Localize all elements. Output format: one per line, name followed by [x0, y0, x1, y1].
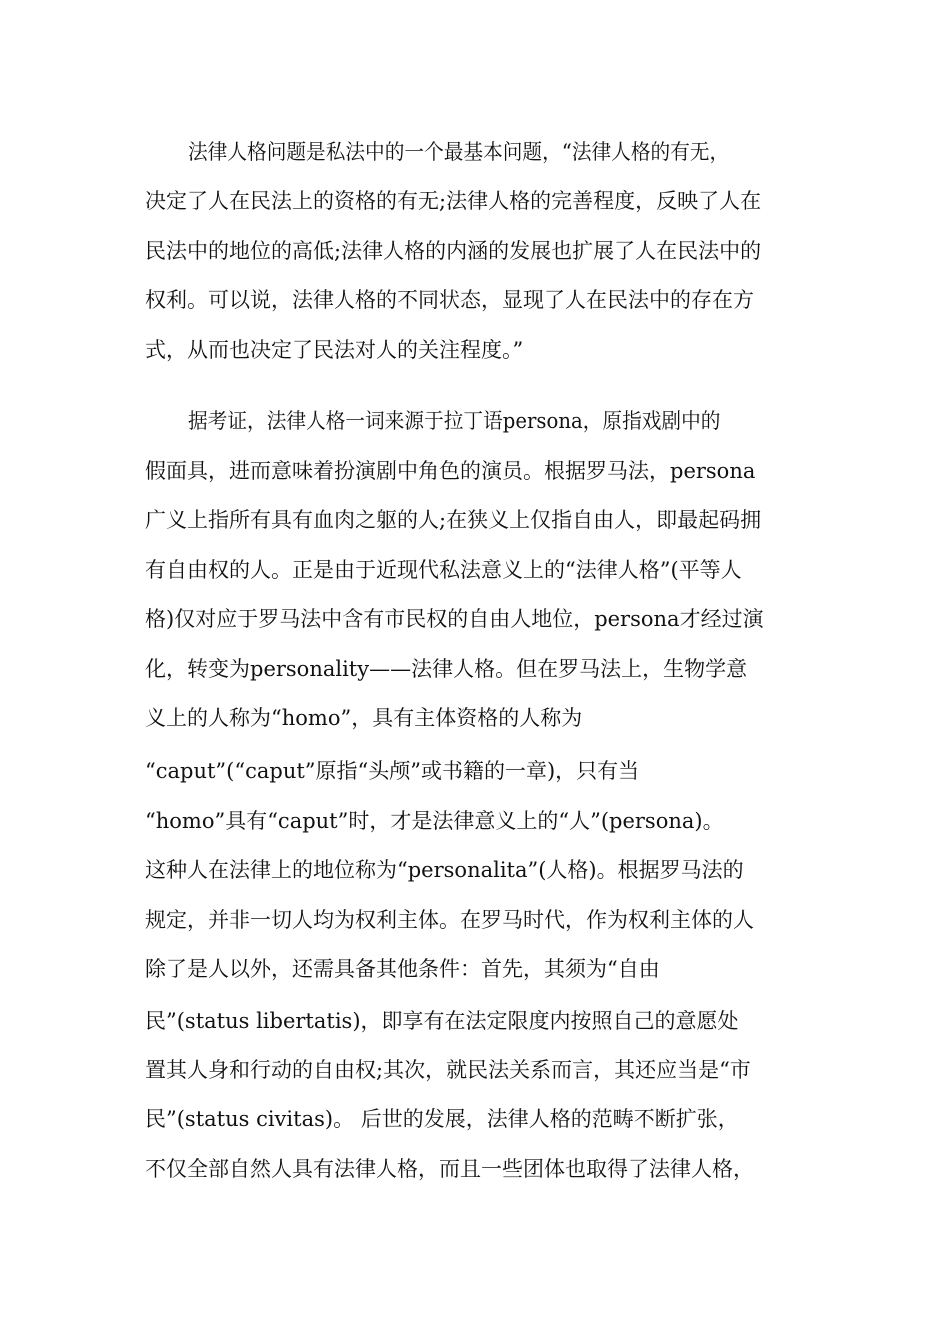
paragraph-2-line: 民”(status civitas)。 后世的发展，法律人格的范畴不断扩张， — [145, 1107, 739, 1131]
paragraph-1-line: 法律人格问题是私法中的一个最基本问题，“法律人格的有无， — [188, 140, 730, 164]
paragraph-2-line: 这种人在法律上的地位称为“personalita”(人格)。根据罗马法的 — [145, 858, 744, 882]
paragraph-2-line: “caput”(“caput”原指“头颅”或书籍的一章)，只有当 — [145, 759, 640, 783]
paragraph-2-line: 除了是人以外，还需具备其他条件：首先，其须为“自由 — [145, 957, 660, 981]
paragraph-2-line: 格)仅对应于罗马法中含有市民权的自由人地位，persona才经过演 — [145, 607, 764, 631]
paragraph-2-line: 据考证，法律人格一词来源于拉丁语persona，原指戏剧中的 — [188, 409, 721, 433]
paragraph-2-line: 义上的人称为“homo”，具有主体资格的人称为 — [145, 706, 583, 730]
paragraph-2-line: 规定，并非一切人均为权利主体。在罗马时代，作为权利主体的人 — [145, 908, 754, 932]
paragraph-1-line: 式，从而也决定了民法对人的关注程度。” — [145, 338, 524, 362]
paragraph-2-line: 民”(status libertatis)，即享有在法定限度内按照自己的意愿处 — [145, 1009, 739, 1033]
paragraph-2-line: 置其人身和行动的自由权;其次，就民法关系而言，其还应当是“市 — [145, 1058, 751, 1082]
paragraph-2-line: 有自由权的人。正是由于近现代私法意义上的“法律人格”(平等人 — [145, 558, 742, 582]
paragraph-2-line: 不仅全部自然人具有法律人格，而且一些团体也取得了法律人格， — [145, 1157, 754, 1181]
paragraph-1-line: 决定了人在民法上的资格的有无;法律人格的完善程度，反映了人在 — [145, 189, 762, 213]
paragraph-2-line: 广义上指所有具有血肉之躯的人;在狭义上仅指自由人，即最起码拥 — [145, 508, 762, 532]
paragraph-1-line: 民法中的地位的高低;法律人格的内涵的发展也扩展了人在民法中的 — [145, 239, 762, 263]
paragraph-2-line: “homo”具有“caput”时，才是法律意义上的“人”(persona)。 — [145, 809, 724, 833]
paragraph-1-line: 权利。可以说，法律人格的不同状态，显现了人在民法中的存在方 — [145, 288, 754, 312]
paragraph-2-line: 假面具，进而意味着扮演剧中角色的演员。根据罗马法，persona — [145, 459, 756, 483]
paragraph-2-line: 化，转变为personality——法律人格。但在罗马法上，生物学意 — [145, 657, 748, 681]
